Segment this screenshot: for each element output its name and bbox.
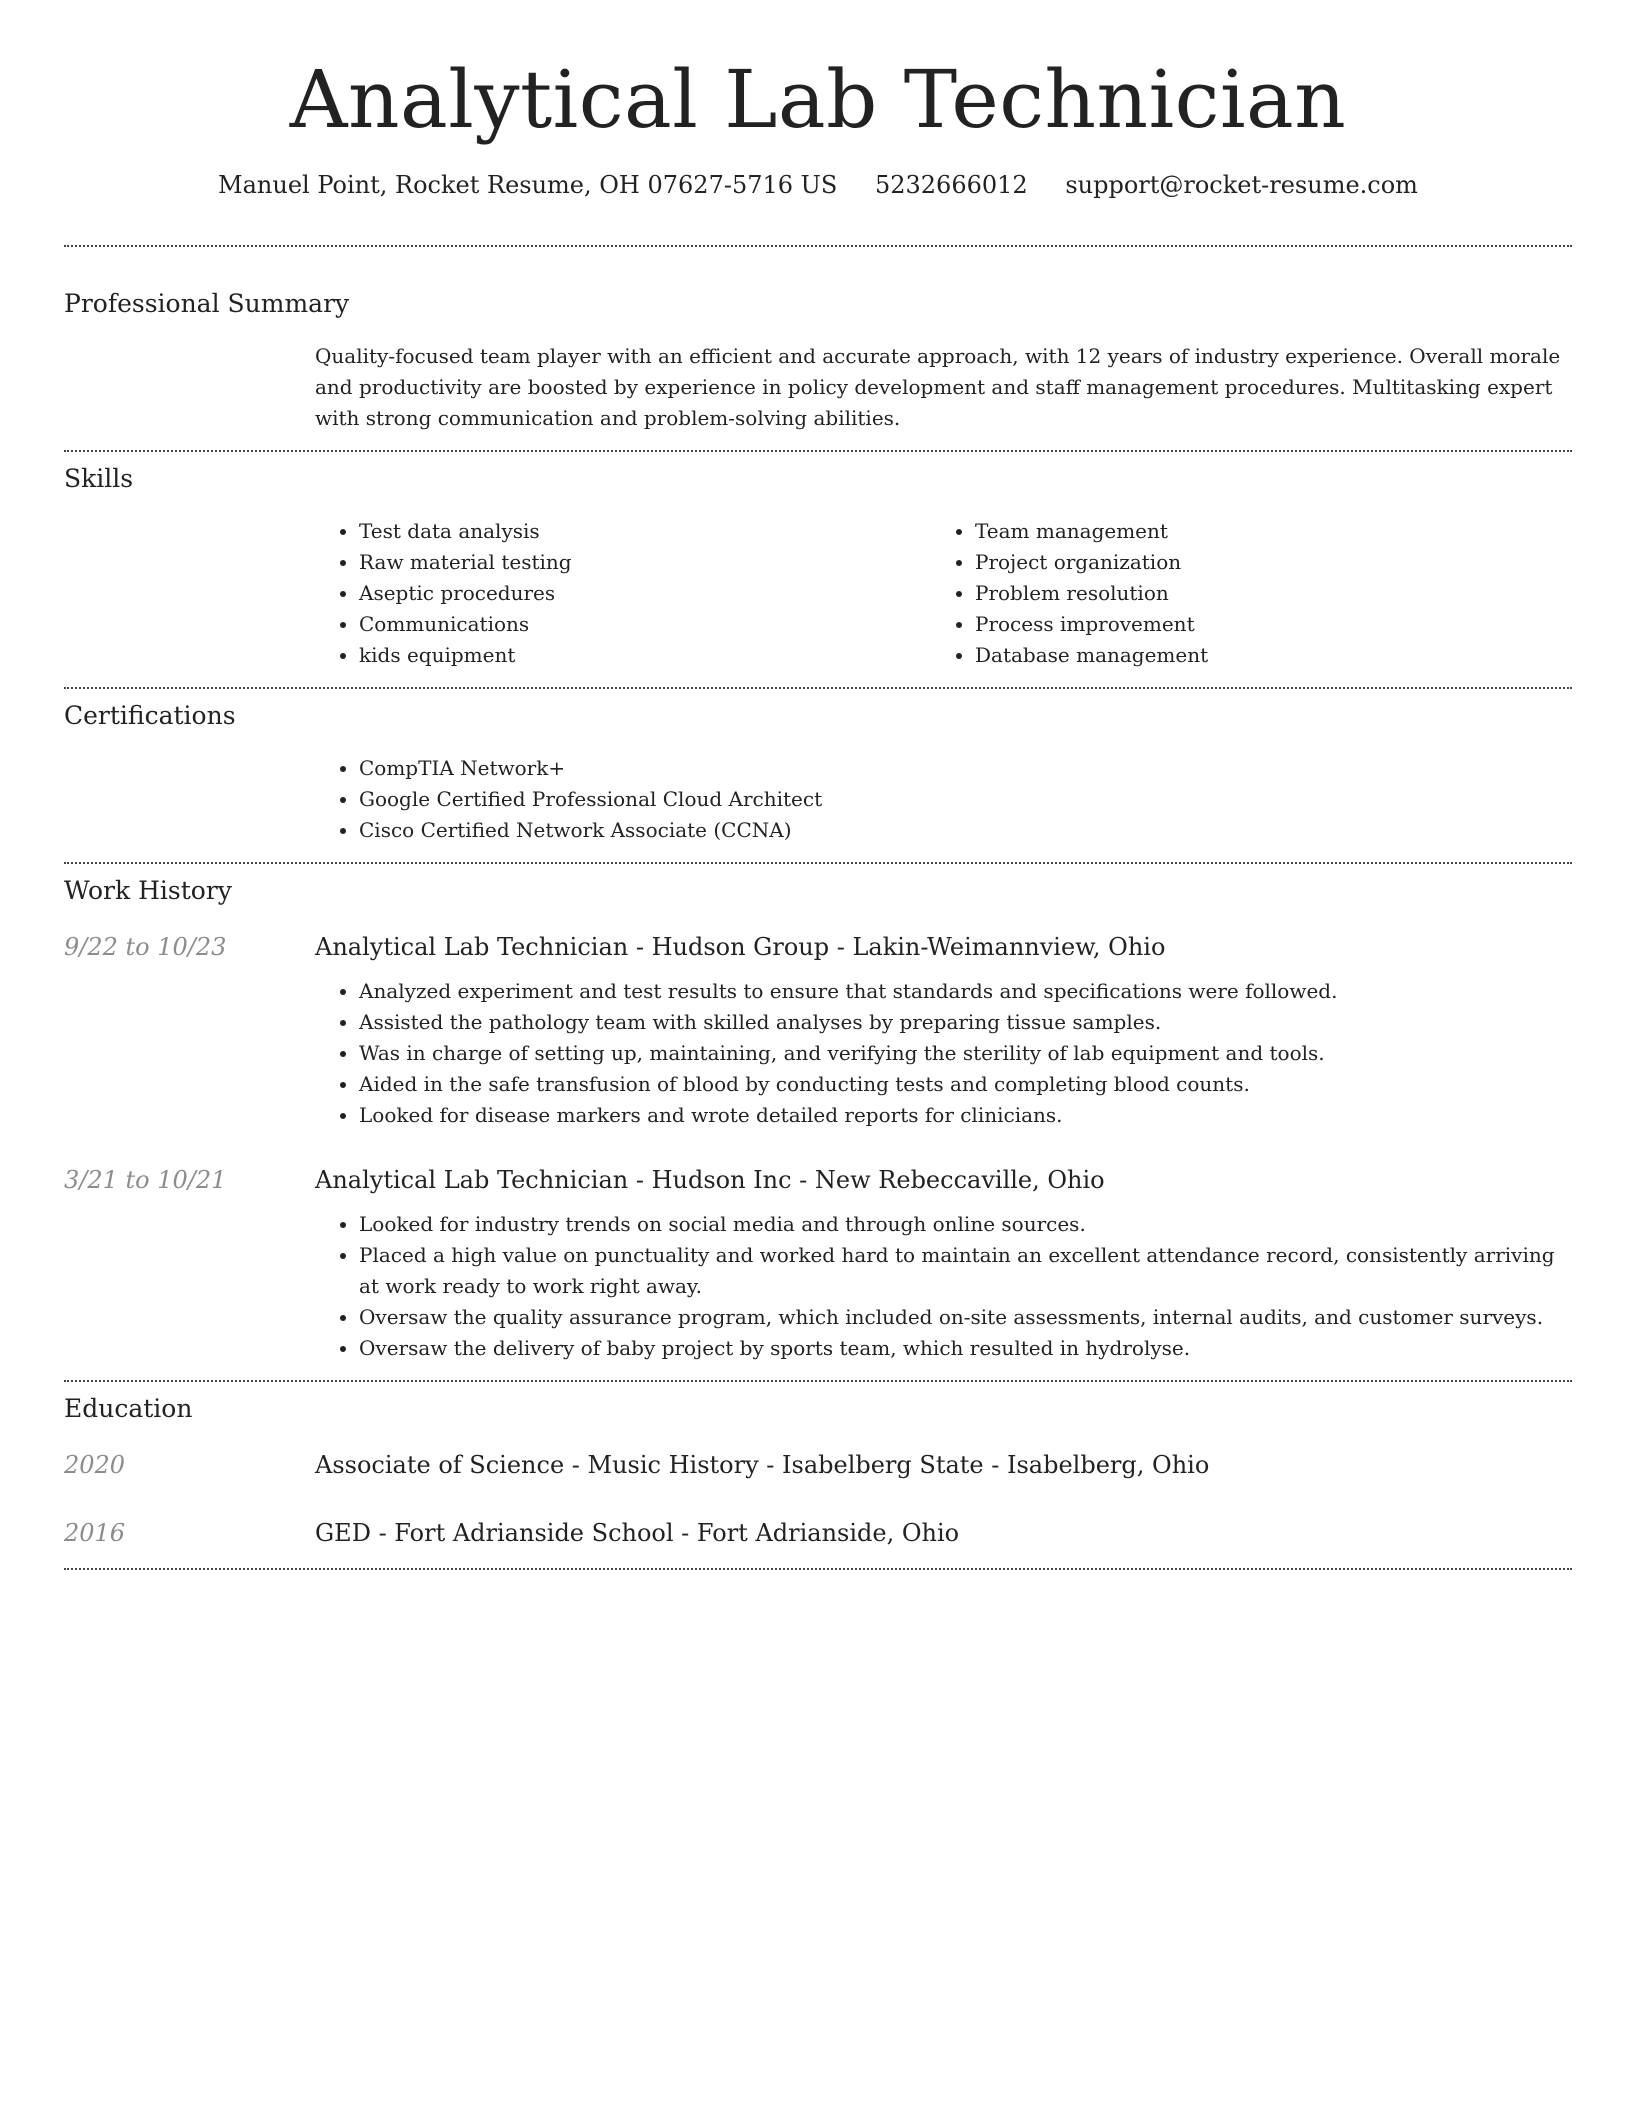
- skill-item: • Communications: [359, 609, 931, 640]
- education-entry: [64, 1516, 1572, 1550]
- section-divider: [64, 862, 1572, 864]
- certifications-section: [64, 699, 1572, 846]
- skill-item: • Aseptic procedures: [359, 578, 931, 609]
- job-dates: 3/21 to 10/21: [64, 1166, 227, 1194]
- work-history-section: [64, 874, 1572, 1364]
- job-entry: [64, 930, 1572, 1131]
- skill-item: • Problem resolution: [975, 578, 1547, 609]
- job-bullet: • Looked for industry trends on social media and through online sources.: [359, 1209, 1572, 1240]
- education-year: 2020: [64, 1451, 126, 1479]
- job-bullet: • Oversaw the quality assurance program, which included on-site assessments, internal audits, and customer surveys.: [359, 1302, 1572, 1333]
- job-title: Analytical Lab Technician - Hudson Group - Lakin-Weimannview, Ohio: [315, 933, 1166, 961]
- certification-item: • CompTIA Network+: [359, 753, 1572, 784]
- skill-item: • kids equipment: [359, 640, 931, 671]
- education-heading: Education: [64, 1394, 193, 1423]
- summary-text: Quality-focused team player with an efficient and accurate approach, with 12 years of industry experience. Overall morale and productivity are boosted by experience in policy development and staff management procedures. Multitasking expert with strong communication and problem-solving abilities.: [315, 344, 1561, 430]
- education-year: 2016: [64, 1519, 126, 1547]
- skill-item: • Team management: [975, 516, 1547, 547]
- job-bullet: • Oversaw the delivery of baby project by sports team, which resulted in hydrolyse.: [359, 1333, 1572, 1364]
- contact-line: [64, 168, 1572, 202]
- resume-page: [64, 0, 1572, 1570]
- education-details: Associate of Science - Music History - Isabelberg State - Isabelberg, Ohio: [315, 1451, 1210, 1479]
- job-bullets: [315, 1209, 1572, 1364]
- section-divider: [64, 1568, 1572, 1570]
- skills-body: [315, 516, 1572, 671]
- skill-item: • Database management: [975, 640, 1547, 671]
- skill-item: • Project organization: [975, 547, 1547, 578]
- job-bullet: • Analyzed experiment and test results to ensure that standards and specifications were followed.: [359, 976, 1572, 1007]
- job-bullet: • Assisted the pathology team with skilled analyses by preparing tissue samples.: [359, 1007, 1572, 1038]
- work-history-heading: Work History: [64, 876, 232, 905]
- section-divider: [64, 687, 1572, 689]
- skill-item: • Process improvement: [975, 609, 1547, 640]
- skill-item: • Test data analysis: [359, 516, 931, 547]
- certification-item: • Cisco Certified Network Associate (CCNA): [359, 815, 1572, 846]
- certifications-heading: Certifications: [64, 701, 236, 730]
- skills-heading: Skills: [64, 464, 134, 493]
- contact-email: support@rocket-resume.com: [1065, 171, 1418, 199]
- contact-phone: 5232666012: [874, 171, 1028, 199]
- skills-section: [64, 462, 1572, 671]
- job-bullet: • Was in charge of setting up, maintaining, and verifying the sterility of lab equipment and tools.: [359, 1038, 1572, 1069]
- job-bullets: [315, 976, 1572, 1131]
- job-dates: 9/22 to 10/23: [64, 933, 227, 961]
- section-divider: [64, 245, 1572, 247]
- job-bullet: • Placed a high value on punctuality and worked hard to maintain an excellent attendance record, consistently arriving at work ready to work right away.: [359, 1240, 1572, 1302]
- education-section: [64, 1392, 1572, 1550]
- certifications-body: [315, 753, 1572, 846]
- candidate-name: Analytical Lab Technician: [289, 53, 1347, 146]
- summary-body: [315, 341, 1572, 434]
- job-bullet: • Aided in the safe transfusion of blood by conducting tests and completing blood counts.: [359, 1069, 1572, 1100]
- skills-right-column: [931, 516, 1547, 671]
- section-divider: [64, 450, 1572, 452]
- job-entry: [64, 1163, 1572, 1364]
- summary-section: [64, 287, 1572, 434]
- job-title: Analytical Lab Technician - Hudson Inc - New Rebeccaville, Ohio: [315, 1166, 1105, 1194]
- section-divider: [64, 1380, 1572, 1382]
- skills-left-column: [315, 516, 931, 671]
- certification-item: • Google Certified Professional Cloud Architect: [359, 784, 1572, 815]
- skill-item: • Raw material testing: [359, 547, 931, 578]
- job-bullet: • Looked for disease markers and wrote detailed reports for clinicians.: [359, 1100, 1572, 1131]
- education-details: GED - Fort Adrianside School - Fort Adrianside, Ohio: [315, 1519, 960, 1547]
- education-entry: [64, 1448, 1572, 1482]
- summary-heading: Professional Summary: [64, 289, 350, 318]
- contact-address: Manuel Point, Rocket Resume, OH 07627-5716 US: [218, 171, 838, 199]
